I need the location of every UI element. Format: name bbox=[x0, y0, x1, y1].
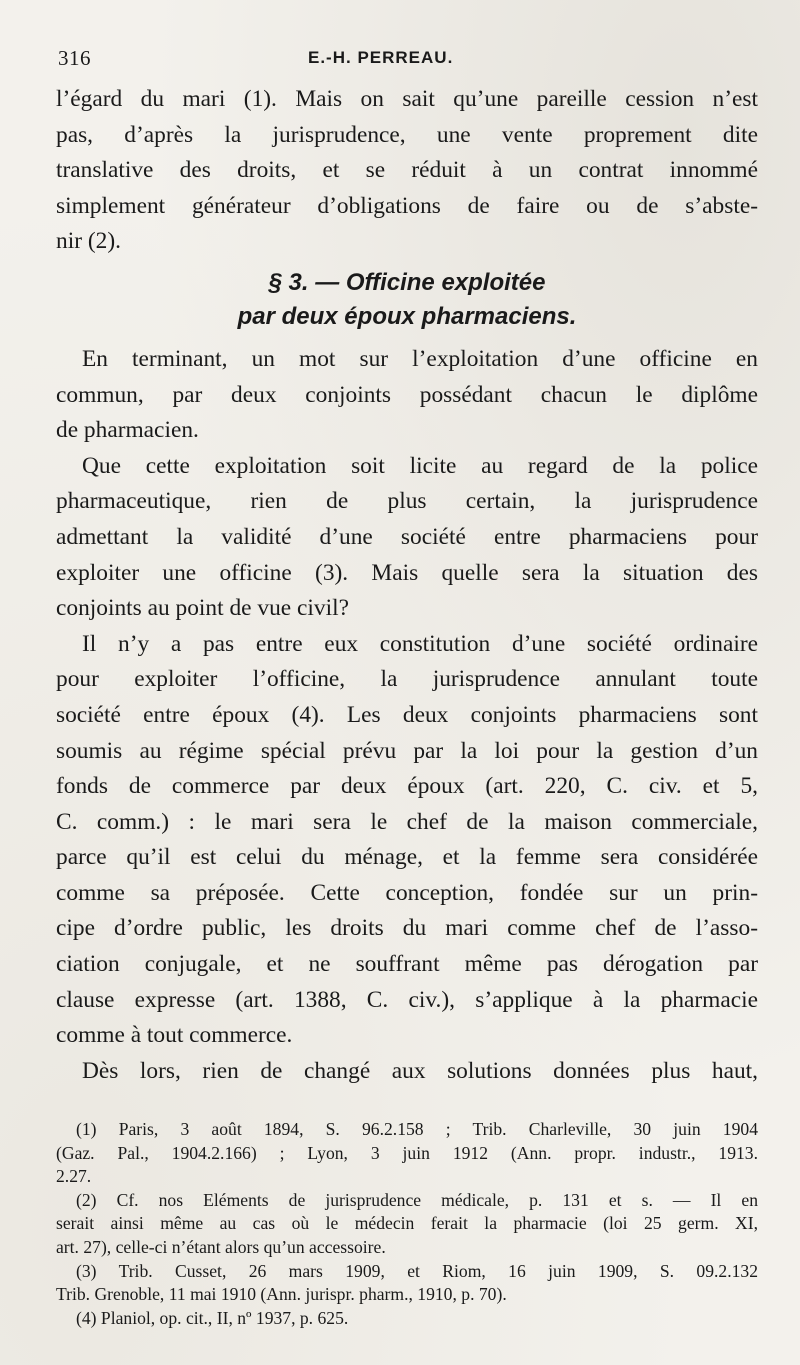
footnote-line: (3) Trib. Cusset, 26 mars 1909, et Riom, 16 juin 1909, S. 09.2.132 bbox=[76, 1260, 758, 1281]
text-line: nir (2). bbox=[56, 228, 121, 255]
page-number: 316 bbox=[58, 46, 91, 70]
paragraph bbox=[56, 449, 758, 627]
text-line: clause expresse (art. 1388, C. civ.), s’applique à la pharmacie bbox=[56, 986, 758, 1013]
text-line: l’égard du mari (1). Mais on sait qu’une pareille cession n’est bbox=[56, 86, 758, 112]
footnote-line: (4) Planiol, op. cit., II, nº 1937, p. 625. bbox=[76, 1307, 349, 1328]
text-line: translative des droits, et se réduit à un contrat innommé bbox=[56, 157, 758, 184]
text-line: admettant la validité d’une société entre pharmaciens pour bbox=[56, 523, 758, 550]
text-line: pas, d’après la jurisprudence, une vente proprement dite bbox=[56, 121, 758, 148]
section-heading-line: § 3. — Officine exploitée bbox=[268, 268, 546, 296]
footnote-line: (Gaz. Pal., 1904.2.166) ; Lyon, 3 juin 1912 (Ann. propr. industr., 1913. bbox=[56, 1142, 758, 1163]
footnote-line: Trib. Grenoble, 11 mai 1910 (Ann. jurispr. pharm., 1910, p. 70). bbox=[56, 1284, 507, 1305]
text-line: fonds de commerce par deux époux (art. 220, C. civ. et 5, bbox=[56, 773, 758, 800]
footnote-line: serait ainsi même au cas où le médecin ferait la pharmacie (loi 25 germ. XI, bbox=[56, 1213, 758, 1234]
text-line: société entre époux (4). Les deux conjoints pharmaciens sont bbox=[56, 701, 758, 728]
text-line: Dès lors, rien de changé aux solutions données plus haut, bbox=[82, 1057, 758, 1084]
running-header bbox=[58, 40, 758, 76]
text-line: cipe d’ordre public, les droits du mari comme chef de l’asso- bbox=[56, 915, 758, 942]
body-text bbox=[56, 82, 758, 1089]
footnote-line: 2.27. bbox=[56, 1166, 92, 1187]
text-line: comme à tout commerce. bbox=[56, 1022, 293, 1049]
footnote-1 bbox=[56, 1118, 758, 1189]
paragraph-continuation bbox=[56, 82, 758, 260]
text-line: pour exploiter l’officine, la jurisprudence annulant toute bbox=[56, 666, 758, 693]
section-heading-line: par deux époux pharmaciens. bbox=[237, 302, 577, 330]
text-line: Il n’y a pas entre eux constitution d’une société ordinaire bbox=[82, 630, 758, 657]
footnote-3 bbox=[56, 1260, 758, 1307]
text-line: En terminant, un mot sur l’exploitation d’une officine en bbox=[82, 345, 758, 372]
footnotes bbox=[56, 1118, 758, 1330]
paragraph bbox=[56, 1054, 758, 1090]
footnote-2 bbox=[56, 1189, 758, 1260]
text-line: soumis au régime spécial prévu par la loi pour la gestion d’un bbox=[56, 737, 758, 764]
text-line: commun, par deux conjoints possédant chacun le diplôme bbox=[56, 381, 758, 408]
text-line: Que cette exploitation soit licite au regard de la police bbox=[82, 452, 758, 479]
footnote-4 bbox=[56, 1307, 758, 1331]
text-line: simplement générateur d’obligations de faire ou de s’abste- bbox=[56, 192, 758, 219]
text-line: conjoints au point de vue civil? bbox=[56, 595, 349, 622]
paragraph bbox=[56, 627, 758, 1054]
text-line: comme sa préposée. Cette conception, fondée sur un prin- bbox=[56, 879, 758, 906]
text-line: exploiter une officine (3). Mais quelle sera la situation des bbox=[56, 559, 758, 586]
running-title: E.-H. PERREAU. bbox=[308, 48, 454, 67]
paragraph bbox=[56, 342, 758, 449]
text-line: ciation conjugale, et ne souffrant même pas dérogation par bbox=[56, 951, 758, 978]
section-heading bbox=[56, 266, 758, 334]
footnote-line: (1) Paris, 3 août 1894, S. 96.2.158 ; Trib. Charleville, 30 juin 1904 bbox=[76, 1119, 758, 1139]
text-line: parce qu’il est celui du ménage, et la femme sera considérée bbox=[56, 844, 758, 871]
footnote-line: (2) Cf. nos Eléments de jurisprudence médicale, p. 131 et s. — Il en bbox=[76, 1189, 758, 1210]
text-line: pharmaceutique, rien de plus certain, la jurisprudence bbox=[56, 488, 758, 515]
text-line: de pharmacien. bbox=[56, 417, 199, 444]
footnote-line: art. 27), celle-ci n’étant alors qu’un accessoire. bbox=[56, 1236, 386, 1257]
text-line: C. comm.) : le mari sera le chef de la maison commerciale, bbox=[56, 808, 758, 835]
